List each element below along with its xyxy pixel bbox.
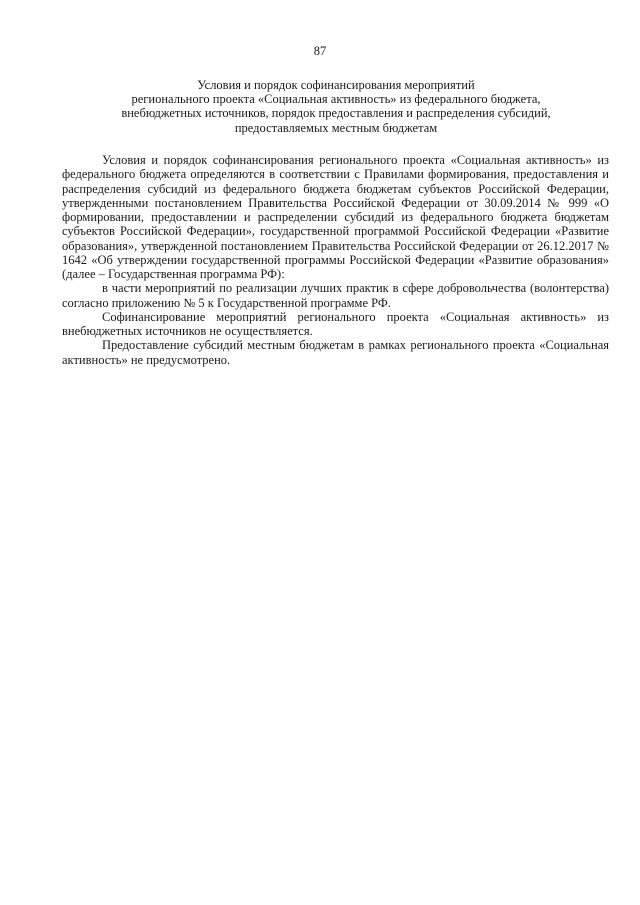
heading-line: регионального проекта «Социальная активность» из федерального бюджета,: [131, 92, 541, 107]
document-body: [62, 153, 609, 367]
paragraph-cofinancing: Софинансирование мероприятий регионального проекта «Социальная активность» из внебюджетных источников не осуществляется.: [62, 309, 609, 338]
paragraph-conditions: Условия и порядок софинансирования регионального проекта «Социальная активность» из федерального бюджета определяются в соответствии с Правилами формирования, предоставления и распределения субсидий из федерального бюджета бюджетам субъектов Российской Федерации, утвержденными постановлением Правительства Российской Федерации от 30.09.2014 № 999 «О формировании, предоставлении и распределении субсидий из федерального бюджета бюджетам субъектов Российской Федерации», государственной программой Российской Федерации «Развитие образования», утвержденной постановлением Правительства Российской Федерации от 26.12.2017 № 1642 «Об утверждении государственной программы Российской Федерации «Развитие образования» (далее – Государственная программа РФ):: [62, 153, 609, 281]
paragraph-volunteering: в части мероприятий по реализации лучших практик в сфере добровольчества (волонтерства) согласно приложению № 5 к Государственной программе РФ.: [62, 281, 609, 310]
page-number: 87: [313, 44, 327, 58]
paragraph-subsidies: Предоставление субсидий местным бюджетам в рамках регионального проекта «Социальная активность» не предусмотрено.: [62, 338, 609, 367]
heading-line: предоставляемых местным бюджетам: [234, 120, 438, 135]
heading-line: Условия и порядок софинансирования мероприятий: [197, 78, 475, 92]
document-heading: [80, 78, 592, 135]
heading-line: внебюджетных источников, порядок предоставления и распределения субсидий,: [121, 106, 551, 121]
